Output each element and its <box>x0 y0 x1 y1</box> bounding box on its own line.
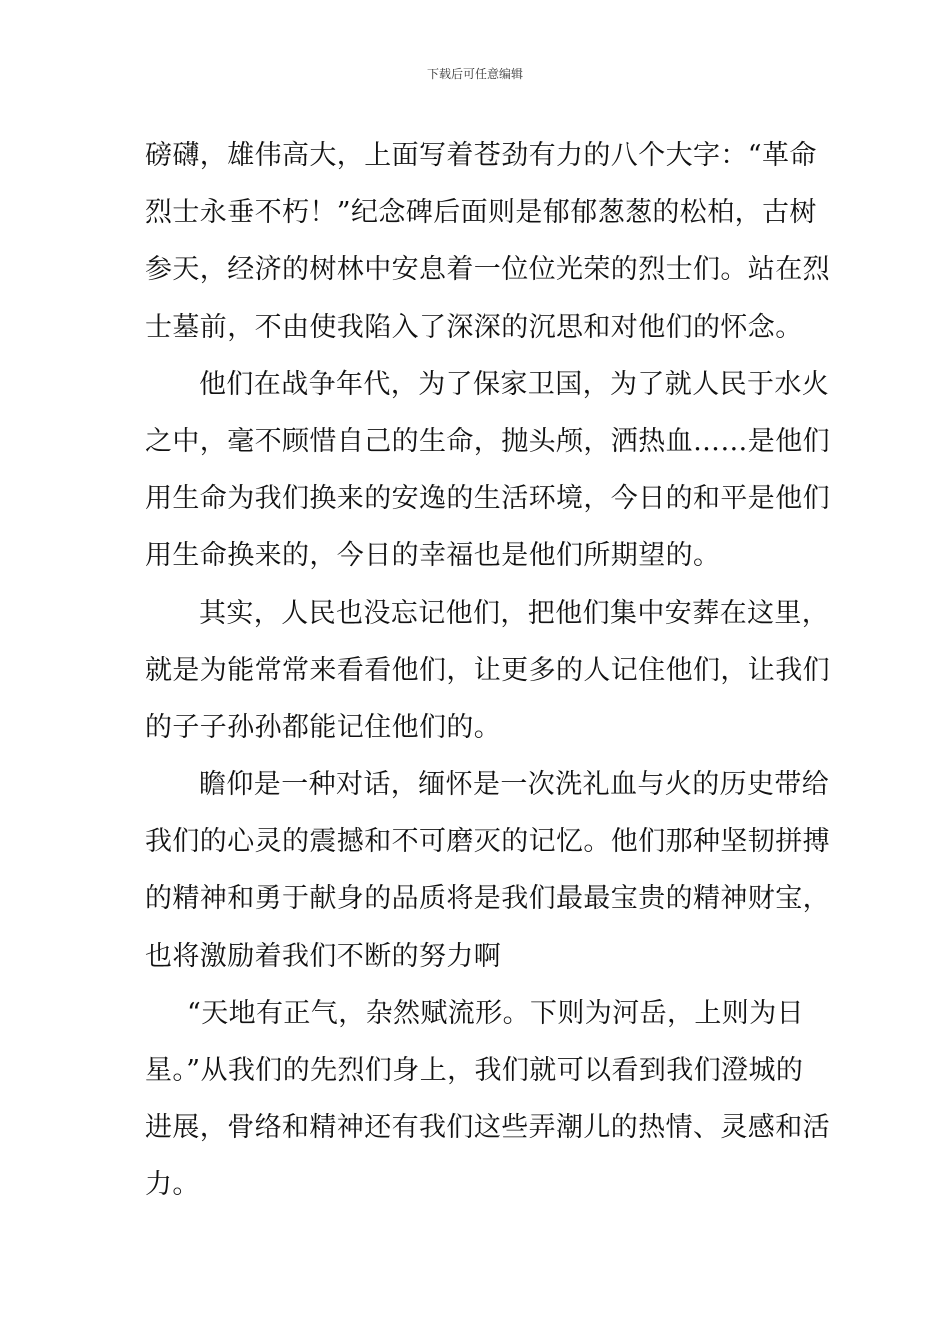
text-line: 用生命为我们换来的安逸的生活环境，今日的和平是他们 <box>145 483 830 515</box>
document-body <box>145 127 830 1214</box>
paragraph-first-line: “天地有正气，杂然赋流形。下则为河岳，上则为日 <box>187 997 805 1029</box>
paragraph-first-line: 其实，人民也没忘记他们，把他们集中安葬在这里， <box>199 597 830 629</box>
text-line: 参天，经济的树林中安息着一位位光荣的烈士们。站在烈 <box>145 254 830 286</box>
text-line: 的子子孙孙都能记住他们的。 <box>145 711 502 743</box>
text-line: 也将激励着我们不断的努力啊 <box>145 940 502 972</box>
text-line: 磅礴，雄伟高大，上面写着苍劲有力的八个大字：“革命 <box>145 140 817 171</box>
text-line: 力。 <box>145 1169 200 1201</box>
text-line: 星。”从我们的先烈们身上，我们就可以看到我们澄城的 <box>145 1055 804 1086</box>
text-line: 进展，骨络和精神还有我们这些弄潮儿的热情、灵感和活 <box>145 1112 830 1144</box>
text-line: 的精神和勇于献身的品质将是我们最最宝贵的精神财宝， <box>145 883 830 915</box>
text-line: 我们的心灵的震撼和不可磨灭的记忆。他们那种坚韧拼搏 <box>145 826 830 858</box>
paragraph-first-line: 瞻仰是一种对话，缅怀是一次洗礼血与火的历史带给 <box>199 769 830 801</box>
text-line: 烈士永垂不朽！”纪念碑后面则是郁郁葱葱的松柏，古树 <box>145 197 817 229</box>
text-line: 用生命换来的，今日的幸福也是他们所期望的。 <box>145 540 721 572</box>
text-line: 之中，毫不顾惜自己的生命，抛头颅，洒热血……是他们 <box>145 425 830 457</box>
text-line: 就是为能常常来看看他们，让更多的人记住他们，让我们 <box>145 654 830 686</box>
paragraph-first-line: 他们在战争年代，为了保家卫国，为了就人民于水火 <box>199 368 830 400</box>
page-header: 下载后可任意编辑 <box>426 67 523 81</box>
text-line: 士墓前，不由使我陷入了深深的沉思和对他们的怀念。 <box>145 311 803 343</box>
